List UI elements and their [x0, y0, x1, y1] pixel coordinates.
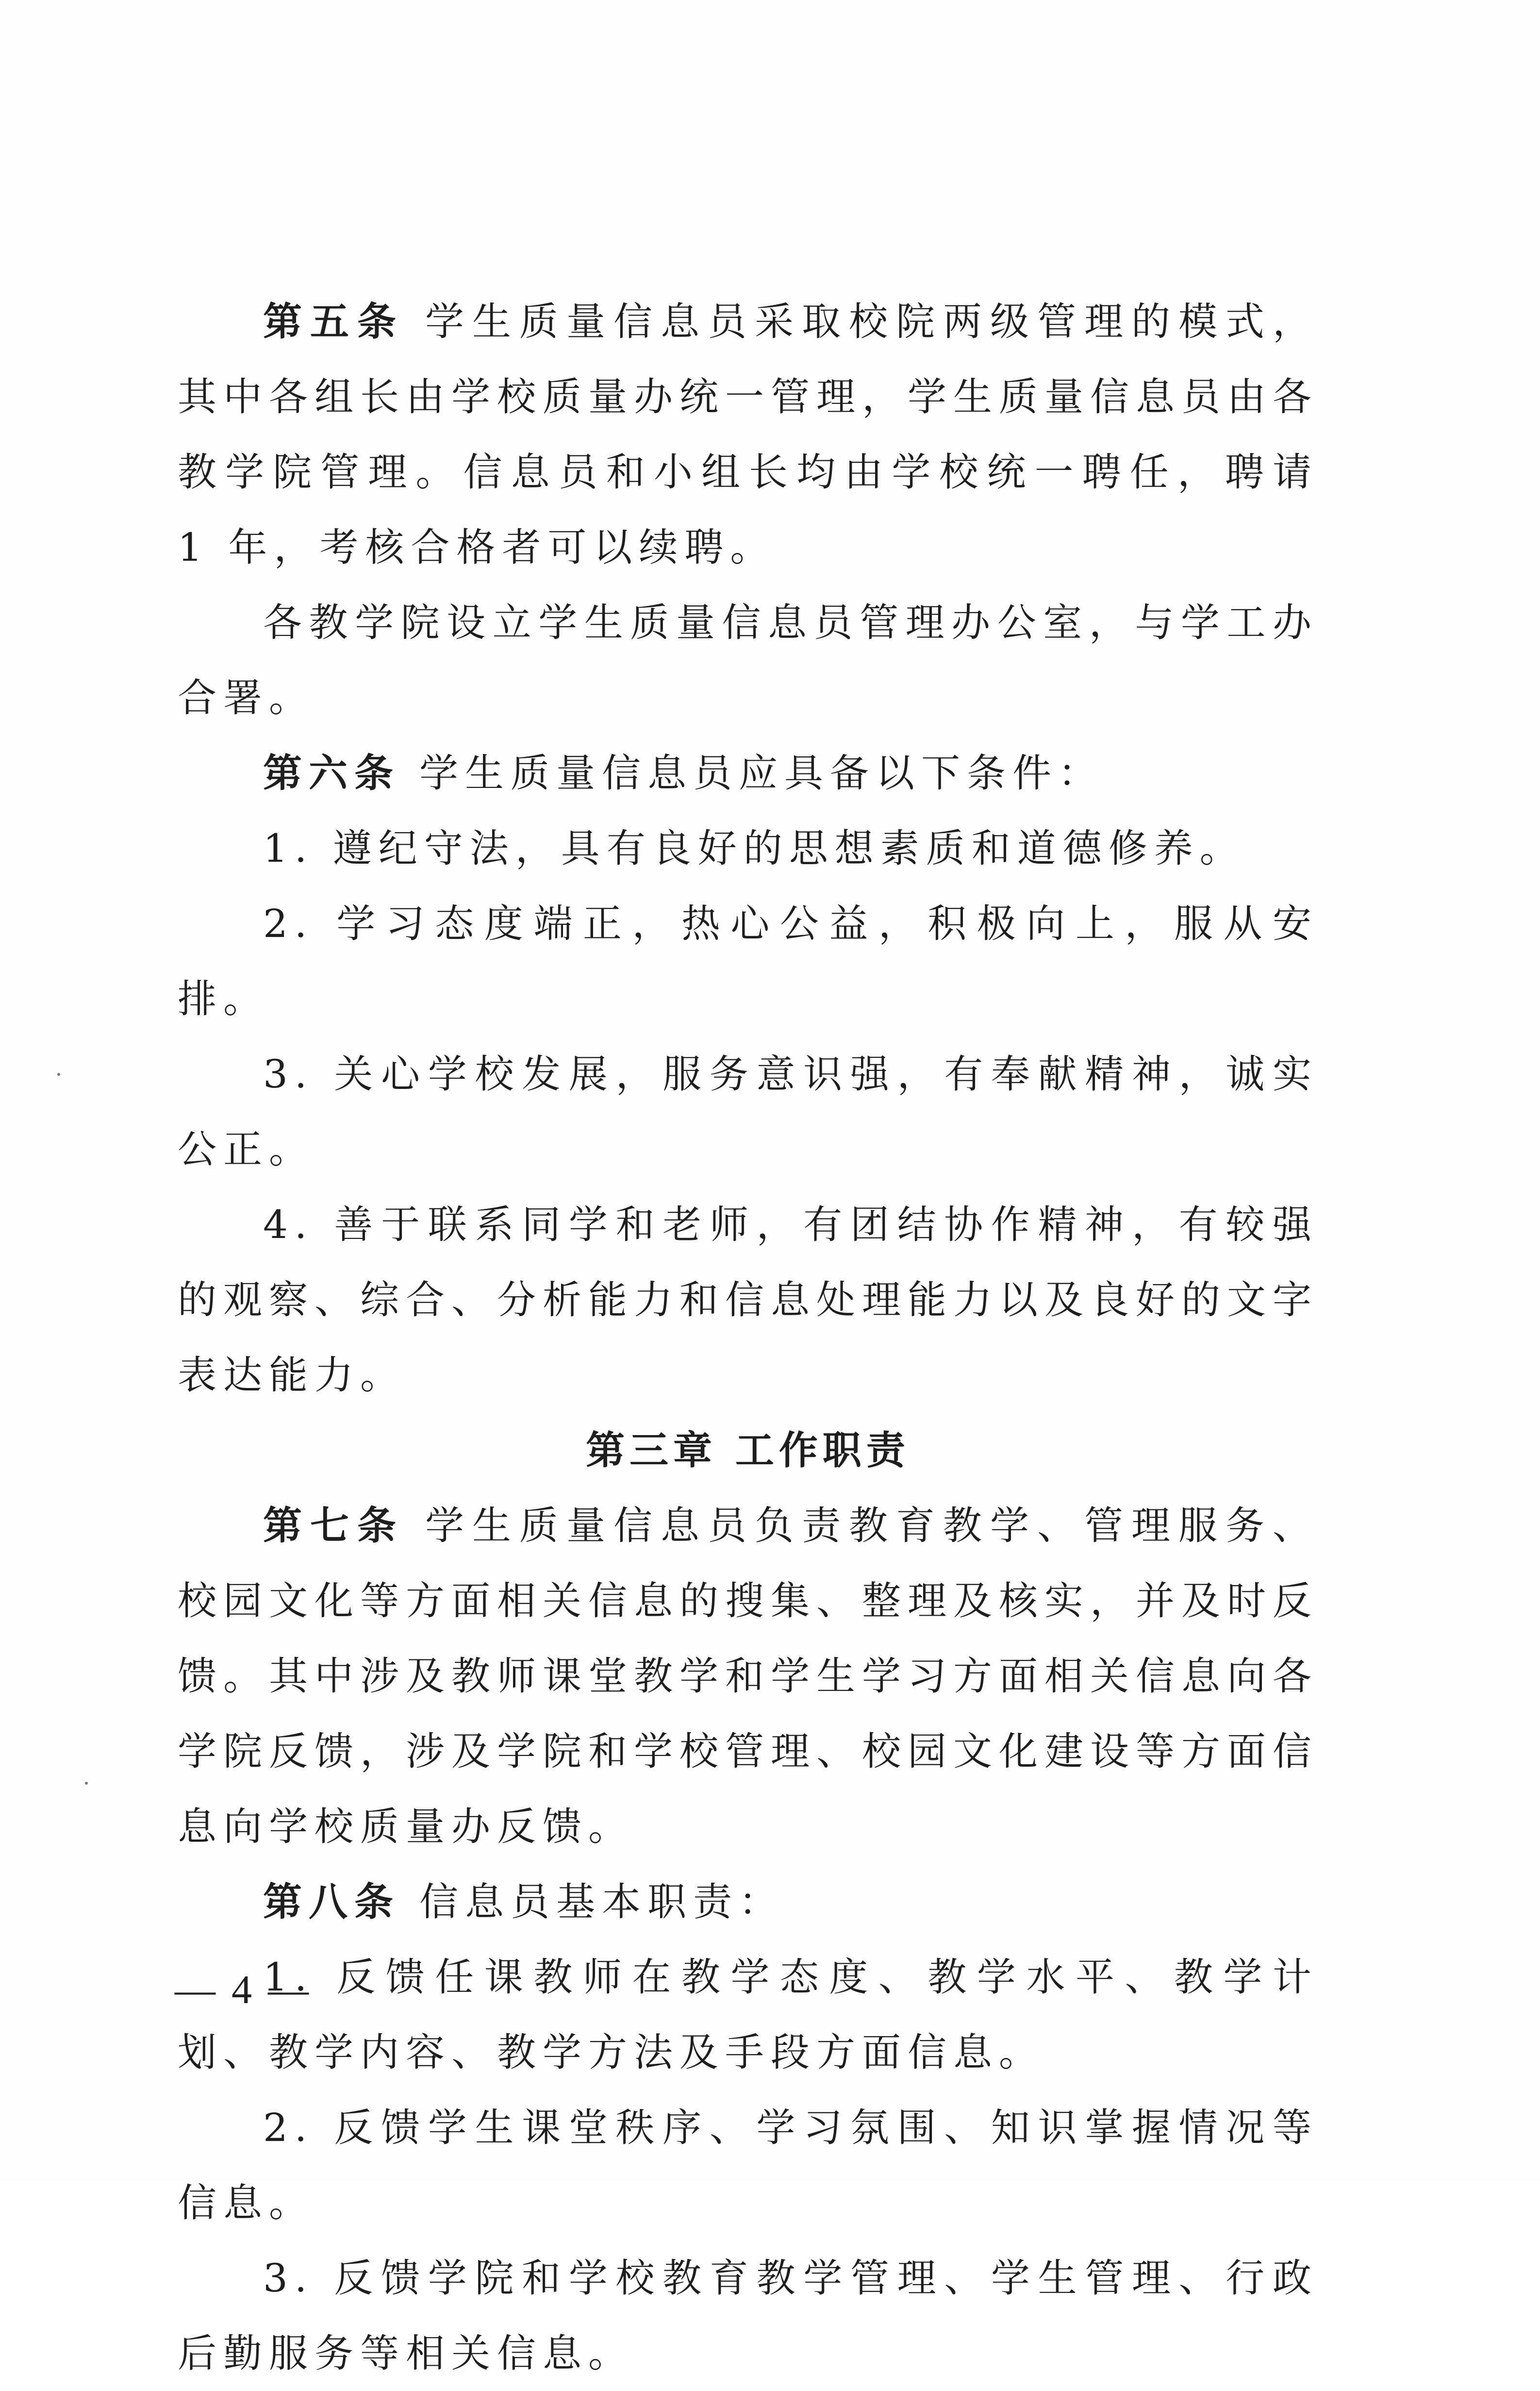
article-label: 第七条 — [263, 1503, 404, 1548]
condition-item: 3. 关心学校发展，服务意识强，有奉献精神，诚实公正。 — [178, 1052, 1318, 1172]
article-label: 第八条 — [263, 1879, 400, 1924]
article-text: 信息员基本职责： — [419, 1879, 784, 1924]
article-text: 学生质量信息员负责教育教学、管理服务、校园文化等方面相关信息的搜集、整理及核实，并及时反馈。其中涉及教师课堂教学和学生学习方面相关信息向各学院反馈，涉及学院和学校管理、校园文化建设等方面信息向学校质量办反馈。 — [178, 1503, 1318, 1849]
article-8-paragraph — [178, 1864, 1318, 1940]
duty-item: 1. 反馈任课教师在教学态度、教学水平、教学计划、教学内容、教学方法及手段方面信息。 — [178, 1955, 1318, 2075]
article-label: 第五条 — [263, 299, 404, 344]
duty-item: 3. 反馈学院和学校教育教学管理、学生管理、行政后勤服务等相关信息。 — [178, 2256, 1318, 2376]
article-5-paragraph — [178, 284, 1318, 585]
article-text: 学生质量信息员应具备以下条件： — [419, 751, 1104, 796]
scan-speck — [85, 1782, 88, 1785]
condition-item: 2. 学习态度端正，热心公益，积极向上，服从安排。 — [178, 901, 1318, 1021]
document-body — [178, 284, 1318, 2391]
duty-item: 2. 反馈学生课堂秩序、学习氛围、知识掌握情况等信息。 — [178, 2105, 1318, 2225]
article-6-paragraph — [178, 736, 1318, 811]
chapter-heading: 第三章 工作职责 — [586, 1428, 910, 1473]
condition-item: 4. 善于联系同学和老师，有团结协作精神，有较强的观察、综合、分析能力和信息处理能力以及良好的文字表达能力。 — [178, 1202, 1318, 1398]
article-label: 第六条 — [263, 751, 400, 796]
article-7-paragraph — [178, 1488, 1318, 1864]
condition-item: 1. 遵纪守法，具有良好的思想素质和道德修养。 — [263, 826, 1245, 871]
office-paragraph: 各教学院设立学生质量信息员管理办公室，与学工办合署。 — [178, 600, 1318, 720]
article-text: 学生质量信息员采取校院两级管理的模式，其中各组长由学校质量办统一管理，学生质量信息员由各教学院管理。信息员和小组长均由学校统一聘任，聘请 1 年，考核合格者可以续聘。 — [178, 299, 1318, 570]
scan-speck — [57, 1073, 60, 1076]
page-number: — 4 — — [175, 1967, 312, 2012]
